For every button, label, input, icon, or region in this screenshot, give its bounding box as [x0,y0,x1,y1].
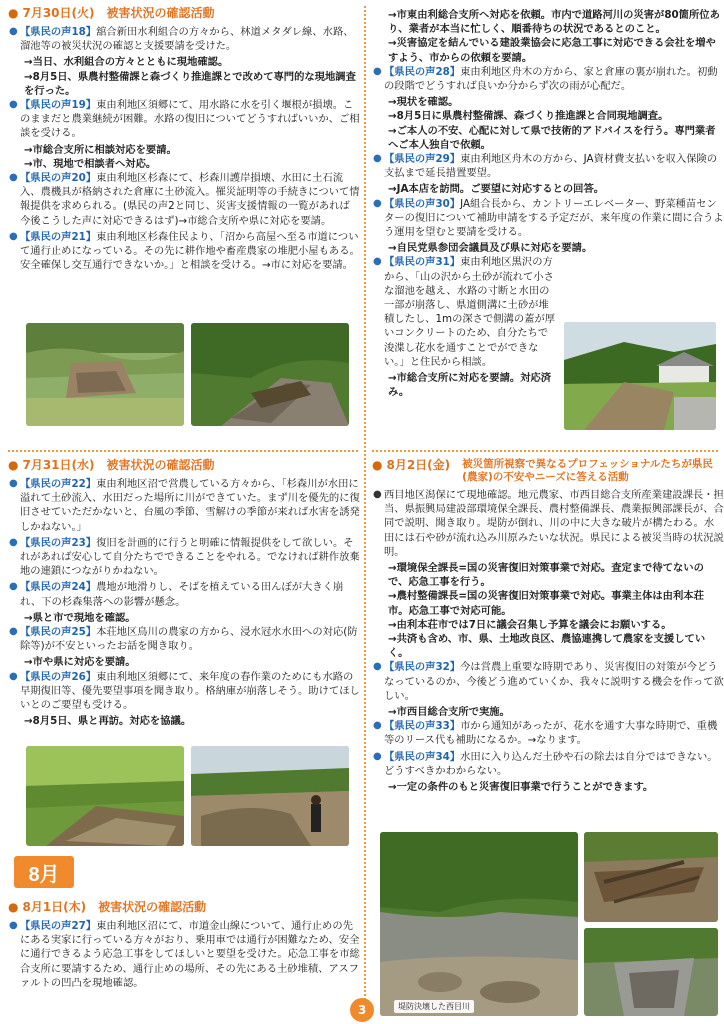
voice-item [8,477,360,534]
voice-text: 本荘地区鳥川の農家の方から、浸水冠水水田への対応(防除等)が不安といったお話を聞き取り。 [20,626,358,653]
response-line: →当日、水利組合の方々とともに現地確認。 [24,56,229,69]
bullet-icon: ● [9,581,18,593]
bullet-icon: ● [373,256,382,268]
voice-text: 東由利地区沼で営農している方々から、「杉森川が水田に溢れて土砂流入、水田だった場所に川ができていた。まず川を優先的に復旧させていただかないと、台風の季節、雪解けの季節が来れば水害を誘発しかねない。」 [20,478,360,533]
voice-tag: 【県民の声22】 [20,478,97,490]
voice-text: 東由利地区黒沢の方から、「山の沢から土砂が流れて小さな溜池を越え、水路の寸断と水田の一部が崩落し、県道側溝に土砂が堆積したし、1mの深さで側溝の蓋が厚いコンクリートのため、自分たちで浚渫し花水を通すことでができない。」と住民から相談。 [384,256,556,368]
photo-blocked-road [191,323,349,426]
response-line: →ご本人の不安、心配に対して県で技術的アドバイスを行う。専門業者へご本人独自で依頼。 [388,124,716,151]
voice-text: 東由利地区杉森住民より、「沼から高屋へ至る市道について通行止めになっている。その先に耕作地や畜産農家の堆肥小屋もある。安全確保し交互通行できないか。」と相談を受ける。→市に対応を要請。 [20,230,360,272]
response-line: →市総合支所に対応を要請。対応済み。 [388,372,552,399]
bullet-icon: ● [9,920,18,931]
voice-list-0802 [372,488,724,794]
voice-text: 東由利地区杉森にて、杉森川護岸損壊、水田に土石流入、農機具が格納された倉庫に土砂流入。罹災証明等の手続きについて情報提供を求められる。(県民の声2と同じ、災害支援情報の一覧があれば今後こうした声に対応できるはず)→市総合支所や県に対応を要請。 [20,172,360,227]
voice-text: 農地が地滑りし、そばを植えている田んぼが大きく崩れ、下の杉森集落への影響が懸念。 [20,581,344,608]
voice-item [372,65,724,93]
response-line: →由利本荘市では7日に議会召集し予算を議会にお願いする。 [388,618,672,631]
response-line: →市や県に対応を要請。 [24,656,136,669]
bullet-icon: ● [373,153,382,165]
response-line: →災害協定を結んでいる建設業協会に応急工事に対応できる会社を増やすよう、市からの依頼を要請。 [388,37,716,64]
voice-item [372,197,724,240]
voice-tag: 【県民の声21】 [20,230,97,243]
section-date: 7月30日(火) [22,6,95,20]
voice-text: 東由利地区舟木の方から、家と倉庫の裏が崩れた。初動の段階でどうすれば良いか分からず次の雨が心配だ。 [384,65,718,93]
response-line: →8月5日、県と再訪。対応を協議。 [24,715,192,728]
photo-site-inspection [191,746,349,846]
bullet-icon: ● [9,536,18,548]
voice-tag: 【県民の声32】 [384,661,461,674]
photo-landslide-field [26,323,184,426]
column-divider [364,6,366,1016]
voice-tag: 【県民の声27】 [20,920,97,932]
voice-tag: 【県民の声18】 [20,26,97,38]
month-label: 8月 [14,856,74,888]
voice-tag: 【県民の声34】 [384,750,461,763]
section-date: 7月31日(水) [22,458,95,472]
voice-item [8,25,360,53]
section-header-0801: ● 8月1日(木) 被害状況の確認活動 [8,900,207,914]
voice-item [8,536,360,579]
voice-text: 復旧を計画的に行うと明確に情報提供をして欲しい。それがあれば安心して自分たちでできることをやれる。でなければ耕作放棄地の連鎖につながりかねない。 [20,536,360,578]
voice-item [8,919,360,990]
section-header-0730: ● 7月30日(火) 被害状況の確認活動 [8,6,215,20]
voice-item [372,750,724,778]
voice-item [8,98,360,141]
bullet-icon: ● [373,661,382,673]
photo-collapsed-paddy [26,746,184,846]
bullet-icon: ● [373,65,382,77]
voice-item [8,670,360,713]
bullet-icon: ● [9,478,18,489]
bullet-icon: ● [373,720,382,732]
section-title: 被害状況の確認活動 [98,900,207,914]
photo-debris-pile [584,832,718,922]
bullet-icon: ● [9,99,18,111]
response-line: →市、現地で相談者へ対応。 [24,157,157,170]
response-line: →8月5日に県農村整備課、森づくり推進課と合同現地調査。 [388,110,669,123]
left-column [8,6,360,274]
voice-text: 東由利地区須郷にて、来年度の春作業のためにも水路の早期復旧等、優先要望事項を聞き取り。格納庫が崩落しそう。助けてほしいとのご要望も受ける。 [20,670,360,712]
section-header-0731: ● 7月31日(水) 被害状況の確認活動 [8,458,215,472]
divider-right-0802 [372,450,718,452]
bullet-icon: ● [373,750,382,762]
voice-list-0801 [8,919,360,990]
page-number: 3 [350,998,374,1022]
section-date: 8月1日(木) [22,900,87,914]
response-line: →農村整備課長=国の災害復旧対策事業で対応。事業主体は由利本荘市。応急工事で対応可能。 [388,590,704,617]
photo-damaged-embankment [584,928,718,1016]
photo-nishime-river-levee [380,832,578,1016]
response-line: →県と市で現地を確認。 [24,611,136,624]
divider-left-0731 [8,450,358,452]
bullet-icon: ● [9,230,18,242]
response-line: →市東由利総合支所へ対応を依頼。市内で道路河川の災害が80箇所位あり、業者が本当に忙しく、順番待ちの状況であるとのこと。 [388,9,720,36]
voice-text: JA組合長から、カントリーエレベーター、野菜種苗センターの復旧について補助申請をする予定だが、来年度の作業に間に合うよう運用を望むと要請を受ける。 [384,197,724,239]
voice-list-0730 [8,25,360,272]
voice-tag: 【県民の声29】 [384,153,461,166]
response-line: →市総合支所に相談対応を要請。 [24,143,177,156]
voice-tag: 【県民の声24】 [20,581,97,594]
voice-list-0731 [8,477,360,728]
bullet-icon: ● [373,489,382,500]
response-line: →現状を確認。 [388,96,459,109]
voice-text: 市から通知があったが、花水を通す大事な時期で、重機等のリース代も補助になるか。→なります。 [384,720,718,747]
voice-text: 東由利地区須郷にて、用水路に水を引く堰根が損壊。このままだと農業継続が困難。水路の復旧についてどうすればいいか、ご相談を受ける。 [20,99,360,140]
section-title: 被災箇所視察で異なるプロフェッショナルたちが県民(農家)の不安やニーズに答える活動 [462,458,713,483]
voice-tag: 【県民の声33】 [384,720,461,733]
response-line: →共済も含め、市、県、土地改良区、農協連携して農家を支援していく。 [388,633,706,660]
photo-collapsed-slope-house [564,322,716,430]
section-header-0802: ● 8月2日(金) 被災箇所視察で異なるプロフェッショナルたちが県民(農家)の不安やニーズに答える活動 [372,458,724,484]
response-line: →8月5日、県農村整備課と森づくり推進課とで改めて専門的な現地調査を行った。 [24,70,356,97]
response-line: →JA本店を訪問。ご要望に対応するとの回答。 [388,183,605,196]
bullet-icon: ● [9,26,18,37]
voice-item [372,152,724,180]
response-line: →自民党県参団会議員及び県に対応を要請。 [388,242,593,255]
voice-item [8,580,360,608]
voice-text: 舘合新田水利組合の方々から、林道メタダレ線、水路、溜池等の被災状況の確認と支援要請を受けた。 [20,26,354,53]
left-column-0731 [8,458,360,728]
voice-text: 水田に入り込んだ土砂や石の除去は自分ではできない。どうすべきかわからない。 [384,750,718,777]
bullet-icon: ● [9,670,18,682]
voice-item [372,719,724,747]
voice-text: 東由利地区舟木の方から、JA資材費支払いを収入保険の支払まで延長措置要望。 [384,153,718,180]
voice-tag: 【県民の声25】 [20,626,97,639]
voice-tag: 【県民の声31】 [384,256,461,269]
bullet-icon: ● [9,172,18,184]
bullet-icon: ● [9,626,18,638]
response-line: →市西目総合支所で実施。 [388,706,510,719]
section-title: 被害状況の確認活動 [106,6,215,20]
voice-item [8,625,360,653]
photo-caption: 堤防決壊した西目川 [394,1000,474,1013]
voice-item [372,255,558,369]
right-top-subs [372,8,724,65]
voice-tag: 【県民の声20】 [20,172,97,185]
voice-text: 西目地区潟保にて現地確認。地元農家、市西目総合支所産業建設課長・担当、県振興局建設部環境保全課長、農村整備課長、農業振興部課長が、合同で説明、聞き取り。堤防が倒れ、川の中に大きな破片が構たわる。水田には石や砂が流れ込み川原みたいな状況。県民による被災当時の状況説明。 [384,489,724,558]
response-line: →環境保全課長=国の災害復旧対策事業で対応。査定まで待てないので、応急工事を行う。 [388,562,704,589]
left-column-0801 [8,900,360,992]
voice-text: 東由利地区沼にて、市道金山線について、通行止めの先にある実家に行っている方々がおり、乗用車では通行が困難なため、安全に通行できるよう応急工事をしてほしいと要望を受けた。応急工事を市総合支所に要請するため、通行止めの場所、その先にある土砂堆積、アスファルトの凹凸を現地確認。 [20,920,360,989]
section-date: 8月2日(金) [386,458,451,472]
voice-tag: 【県民の声26】 [20,670,97,683]
voice-tag: 【県民の声30】 [384,197,461,210]
voice-text: 今は営農上重要な時期であり、災害復旧の対策が今どうなっているのか、今後どう進めていくか、我々に説明する機会を作って欲しい。 [384,661,724,702]
right-column-0802 [372,458,724,794]
voice-item [8,171,360,228]
voice-tag: 【県民の声28】 [384,65,461,78]
response-line: →一定の条件のもと災害復旧事業で行うことができます。 [388,781,654,794]
section-title: 被害状況の確認活動 [106,458,215,472]
voice-item [372,660,724,703]
bullet-icon: ● [373,197,382,209]
voice-item [8,230,360,273]
voice-tag: 【県民の声19】 [20,99,97,112]
voice-item [372,488,724,559]
voice-tag: 【県民の声23】 [20,536,97,549]
